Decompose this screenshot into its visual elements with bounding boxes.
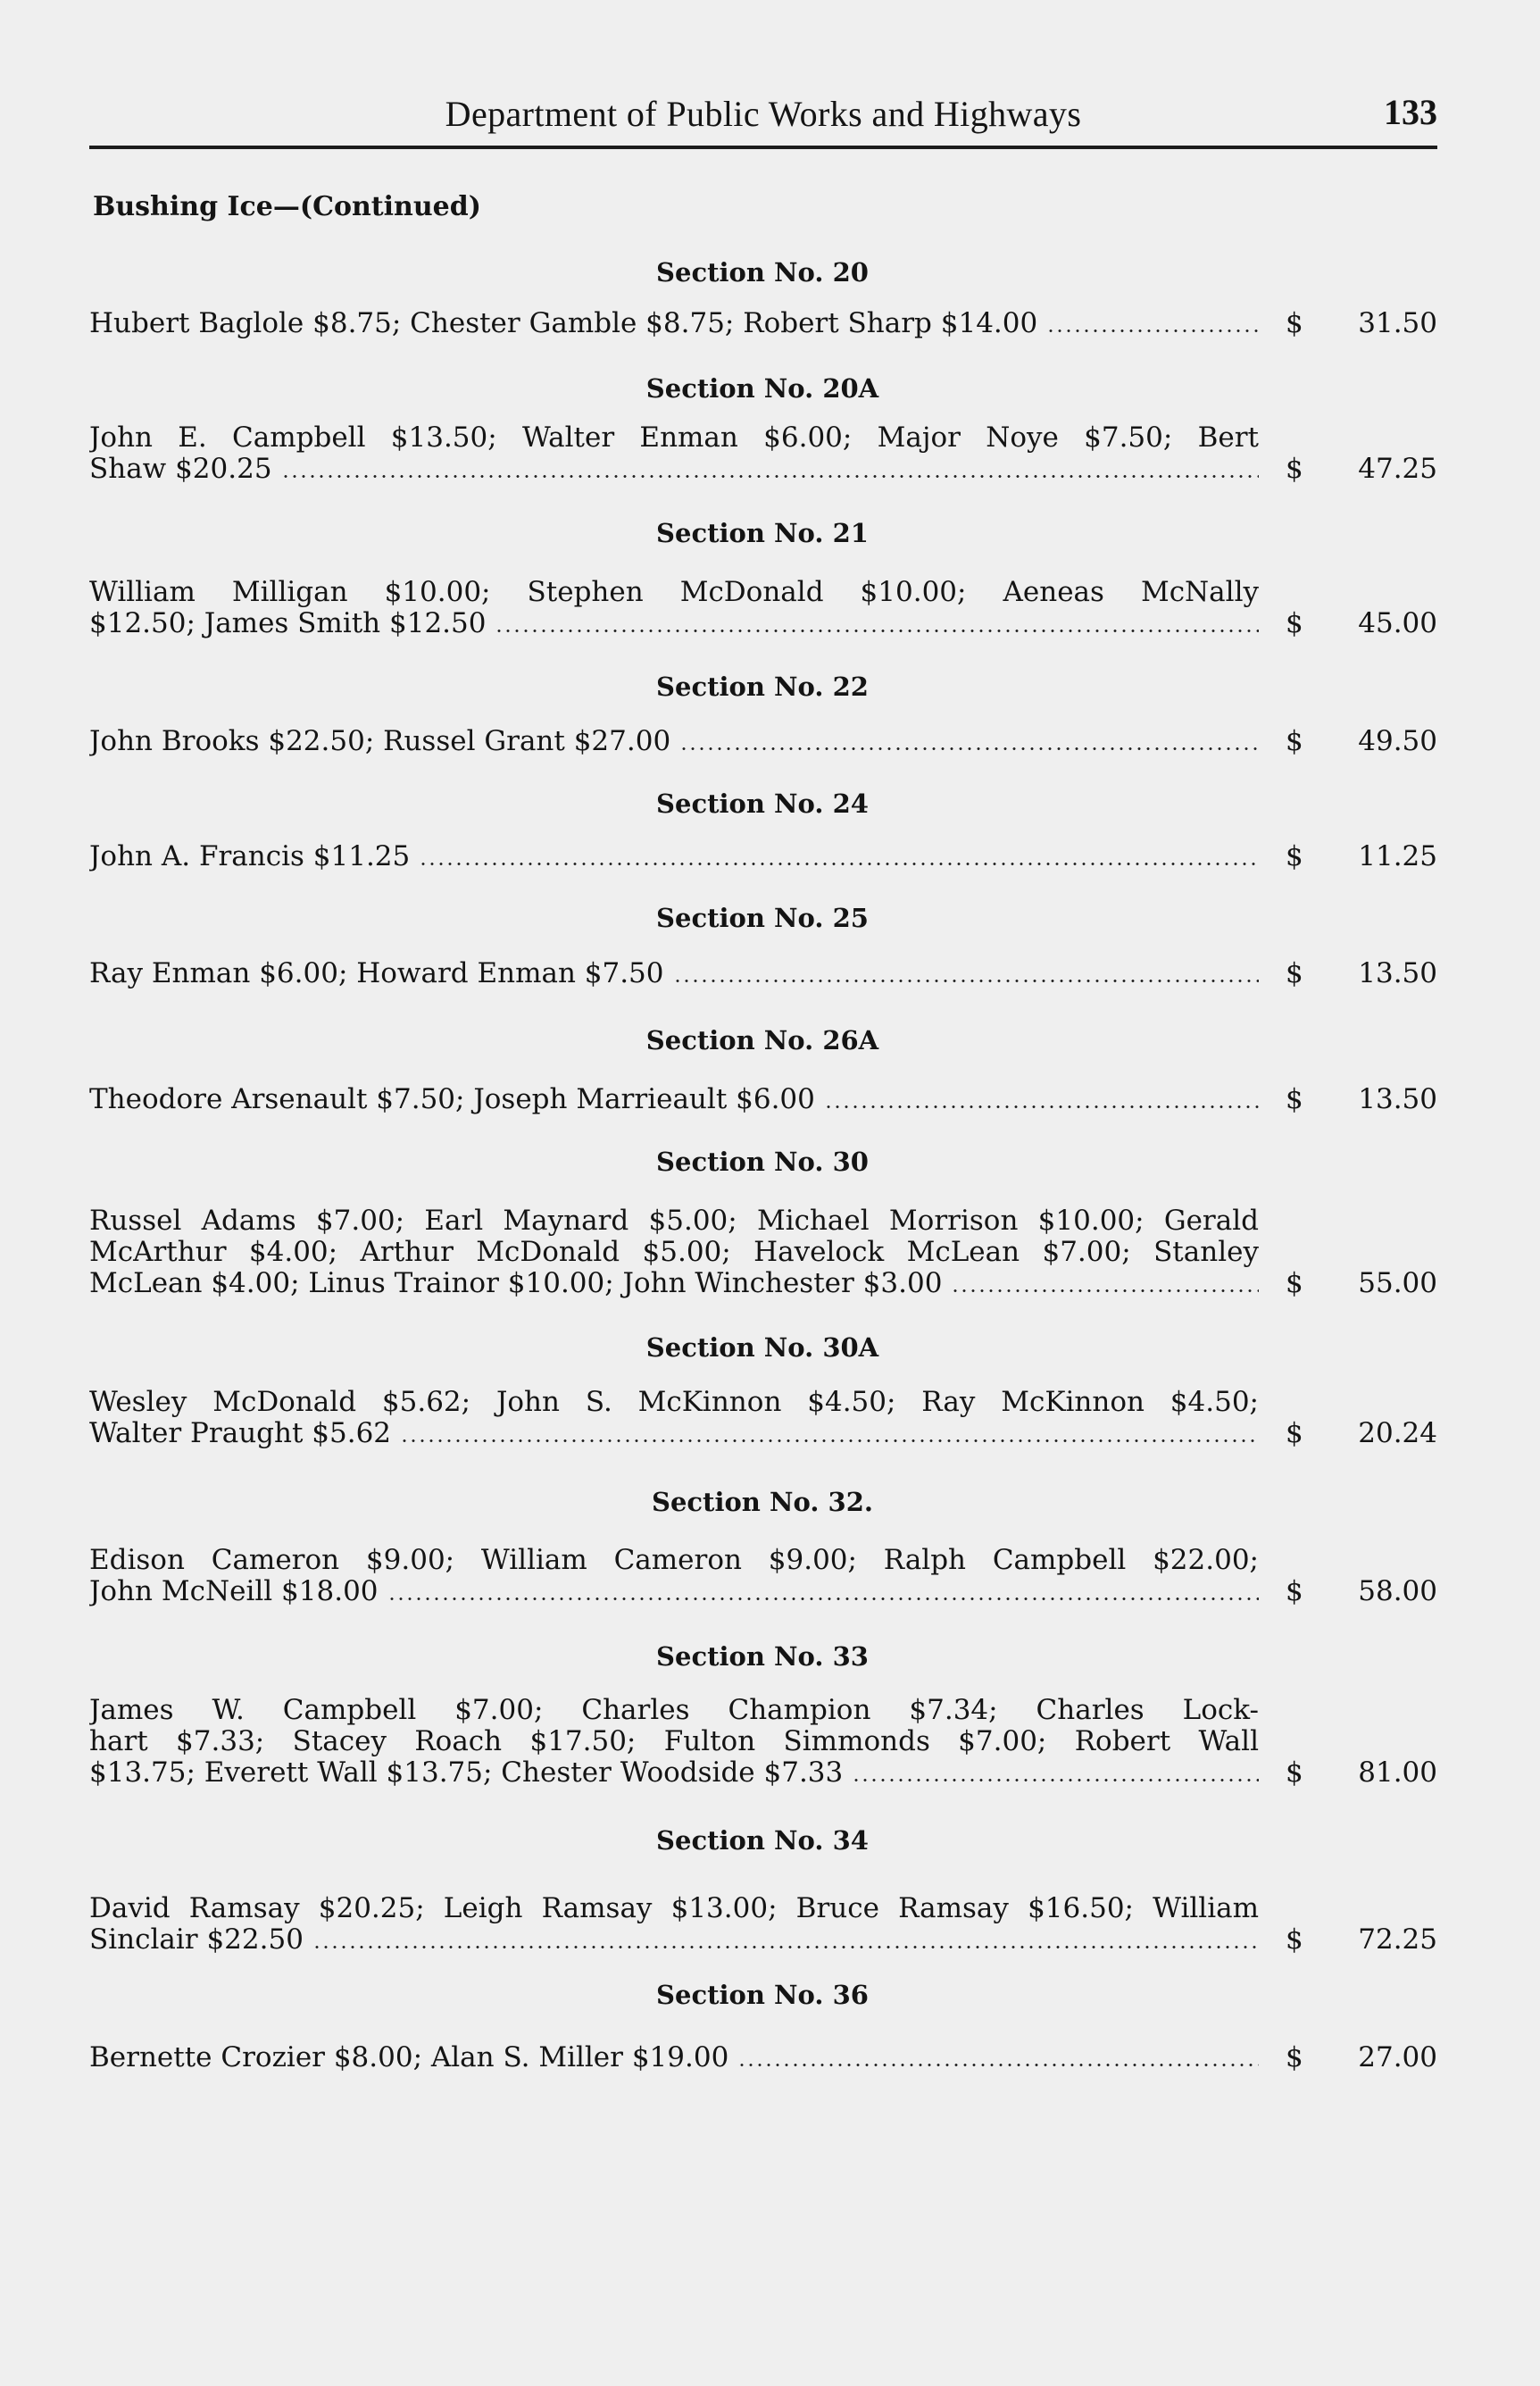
section-total-amount: 27.00	[1358, 2041, 1437, 2073]
entry-text-line: Shaw $20.25	[89, 454, 272, 485]
entry-text-line: John A. Francis $11.25	[89, 841, 411, 872]
section-heading: Section No. 33	[656, 1641, 869, 1672]
entry-last-line	[89, 608, 1259, 639]
section-total-amount: 11.25	[1358, 840, 1437, 872]
section-heading: Section No. 36	[656, 1980, 869, 2010]
entry-last-line	[89, 1084, 1259, 1115]
section-total-amount: 55.00	[1358, 1267, 1437, 1299]
page-title: Department of Public Works and Highways	[445, 94, 1082, 134]
entry-text-line: John Brooks $22.50; Russel Grant $27.00	[89, 726, 671, 757]
currency-symbol: $	[1286, 453, 1303, 485]
section-entry	[89, 1545, 1437, 1607]
section-total-amount: 58.00	[1358, 1575, 1437, 1607]
section-total-amount: 72.25	[1358, 1923, 1437, 1956]
currency-symbol: $	[1286, 1267, 1303, 1299]
section-total-amount: 45.00	[1358, 607, 1437, 639]
section-heading: Section No. 20	[656, 257, 869, 288]
dot-leader	[400, 1439, 1259, 1442]
section-entry	[89, 726, 1437, 757]
section-total-amount: 13.50	[1358, 957, 1437, 989]
currency-symbol: $	[1286, 1417, 1303, 1449]
entry-last-line	[89, 1757, 1259, 1789]
entry-text-line: James W. Campbell $7.00; Charles Champion $7.34; Charles Lock-	[89, 1695, 1259, 1726]
dot-leader	[951, 1289, 1259, 1292]
entry-last-line	[89, 958, 1259, 989]
dot-leader	[419, 863, 1259, 865]
dot-leader	[679, 747, 1259, 750]
section-entry	[89, 1695, 1437, 1789]
entry-last-line	[89, 1418, 1259, 1449]
currency-symbol: $	[1286, 957, 1303, 989]
section-entry	[89, 577, 1437, 639]
entry-last-line	[89, 2042, 1259, 2073]
dot-leader	[281, 475, 1259, 478]
section-entry	[89, 958, 1437, 989]
dot-leader	[824, 1105, 1259, 1108]
entry-text-line: Bernette Crozier $8.00; Alan S. Miller $19.00	[89, 2042, 729, 2073]
header-rule	[89, 146, 1437, 149]
section-entry	[89, 841, 1437, 872]
entry-text-line: Wesley McDonald $5.62; John S. McKinnon $4.50; Ray McKinnon $4.50;	[89, 1387, 1259, 1418]
entry-last-line	[89, 308, 1259, 339]
dot-leader	[495, 630, 1259, 632]
dot-leader	[673, 980, 1259, 982]
section-heading: Section No. 34	[656, 1825, 869, 1856]
entry-text-line: Edison Cameron $9.00; William Cameron $9.00; Ralph Campbell $22.00;	[89, 1545, 1259, 1576]
entry-text-line: William Milligan $10.00; Stephen McDonald $10.00; Aeneas McNally	[89, 577, 1259, 608]
entry-text-line: $13.75; Everett Wall $13.75; Chester Woodside $7.33	[89, 1757, 844, 1789]
entry-last-line	[89, 1268, 1259, 1299]
section-heading: Section No. 32.	[652, 1487, 873, 1517]
entry-last-line	[89, 1924, 1259, 1956]
entry-last-line	[89, 841, 1259, 872]
section-entry	[89, 1387, 1437, 1449]
entry-last-line	[89, 1576, 1259, 1607]
entry-text-line: Sinclair $22.50	[89, 1924, 304, 1956]
currency-symbol: $	[1286, 840, 1303, 872]
currency-symbol: $	[1286, 1083, 1303, 1115]
currency-symbol: $	[1286, 607, 1303, 639]
entry-text-line: Ray Enman $6.00; Howard Enman $7.50	[89, 958, 664, 989]
section-heading: Section No. 21	[656, 518, 869, 548]
section-total-amount: 47.25	[1358, 453, 1437, 485]
currency-symbol: $	[1286, 1756, 1303, 1789]
section-heading: Section No. 26A	[645, 1025, 879, 1055]
continued-subtitle: Bushing Ice—(Continued)	[93, 191, 481, 222]
entry-last-line	[89, 726, 1259, 757]
section-entry	[89, 2042, 1437, 2073]
entry-text-line: Hubert Baglole $8.75; Chester Gamble $8.75; Robert Sharp $14.00	[89, 308, 1038, 339]
section-total-amount: 20.24	[1358, 1417, 1437, 1449]
entry-text-line: McLean $4.00; Linus Trainor $10.00; John Winchester $3.00	[89, 1268, 943, 1299]
dot-leader	[1046, 330, 1259, 332]
entry-text-line: Russel Adams $7.00; Earl Maynard $5.00; Michael Morrison $10.00; Gerald	[89, 1206, 1259, 1237]
section-total-amount: 49.50	[1358, 725, 1437, 757]
section-heading: Section No. 20A	[645, 373, 879, 404]
entry-text-line: David Ramsay $20.25; Leigh Ramsay $13.00; Bruce Ramsay $16.50; William	[89, 1893, 1259, 1924]
dot-leader	[387, 1598, 1259, 1600]
dot-leader	[312, 1946, 1259, 1948]
section-total-amount: 13.50	[1358, 1083, 1437, 1115]
dot-leader	[852, 1779, 1259, 1781]
currency-symbol: $	[1286, 1575, 1303, 1607]
entry-text-line: John McNeill $18.00	[89, 1576, 379, 1607]
section-entry	[89, 1084, 1437, 1115]
entry-last-line	[89, 454, 1259, 485]
dot-leader	[737, 2064, 1259, 2066]
section-heading: Section No. 22	[656, 672, 869, 702]
section-entry	[89, 1206, 1437, 1299]
entry-text-line: hart $7.33; Stacey Roach $17.50; Fulton Simmonds $7.00; Robert Wall	[89, 1726, 1259, 1757]
entry-text-line: $12.50; James Smith $12.50	[89, 608, 487, 639]
entry-text-line: Walter Praught $5.62	[89, 1418, 392, 1449]
running-head	[89, 89, 1437, 143]
section-heading: Section No. 30A	[645, 1332, 879, 1363]
entry-text-line: John E. Campbell $13.50; Walter Enman $6.00; Major Noye $7.50; Bert	[89, 422, 1259, 454]
currency-symbol: $	[1286, 725, 1303, 757]
section-total-amount: 81.00	[1358, 1756, 1437, 1789]
currency-symbol: $	[1286, 307, 1303, 339]
page-number: 133	[1384, 92, 1437, 132]
entry-text-line: Theodore Arsenault $7.50; Joseph Marrieault $6.00	[89, 1084, 815, 1115]
entry-text-line: McArthur $4.00; Arthur McDonald $5.00; Havelock McLean $7.00; Stanley	[89, 1237, 1259, 1268]
section-total-amount: 31.50	[1358, 307, 1437, 339]
currency-symbol: $	[1286, 1923, 1303, 1956]
section-entry	[89, 308, 1437, 339]
section-heading: Section No. 24	[656, 788, 869, 819]
section-entry	[89, 1893, 1437, 1956]
section-heading: Section No. 25	[656, 903, 869, 933]
section-entry	[89, 422, 1437, 485]
currency-symbol: $	[1286, 2041, 1303, 2073]
section-heading: Section No. 30	[656, 1147, 869, 1177]
